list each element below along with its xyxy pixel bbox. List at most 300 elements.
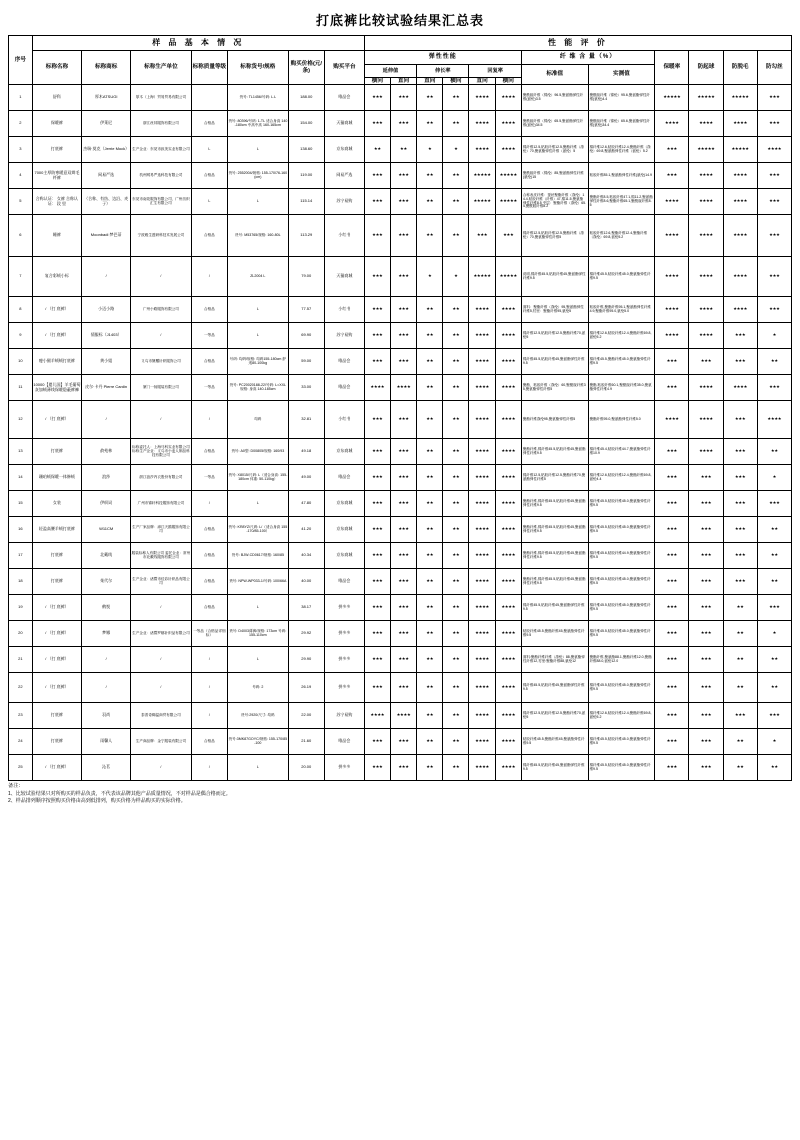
cell-stretch-horizontal: ★★★ bbox=[364, 189, 390, 215]
cell-recover-horizontal: ★★★★ bbox=[495, 439, 521, 465]
cell-recover-horizontal: ★★★★ bbox=[495, 137, 521, 163]
cell-recover-horizontal: ★★★★ bbox=[495, 569, 521, 595]
cell-defuzz: ★★ bbox=[723, 729, 757, 755]
cell-stretch-horizontal: ★★★ bbox=[364, 163, 390, 189]
cell-warm: ★★★ bbox=[655, 703, 689, 729]
cell-seq: 4 bbox=[9, 163, 33, 189]
cell-maker: 生产商品牌：金宁服装有限公司 bbox=[131, 729, 191, 755]
table-row bbox=[9, 595, 792, 621]
cell-name: 打底裤 bbox=[32, 439, 81, 465]
cell-brand: 小迈小路 bbox=[82, 297, 131, 323]
cell-recover-vertical: ★★★★ bbox=[469, 673, 495, 703]
cell-recover-vertical: ★★★★★ bbox=[469, 257, 495, 297]
cell-stretch-vertical: ★★★ bbox=[390, 647, 416, 673]
header-fiber: 纤 维 含 量（%） bbox=[521, 51, 654, 65]
cell-rate-vertical: ★★ bbox=[417, 111, 443, 137]
cell-seq: 3 bbox=[9, 137, 33, 163]
cell-recover-horizontal: ★★★★ bbox=[495, 517, 521, 543]
header-stretch: 延伸值 bbox=[364, 65, 416, 78]
cell-defuzz: ★★ bbox=[723, 621, 757, 647]
cell-seq: 5 bbox=[9, 189, 33, 215]
cell-rate-horizontal: ★★ bbox=[443, 85, 469, 111]
cell-seq: 10 bbox=[9, 349, 33, 375]
header-group-basic: 样 品 基 本 情 况 bbox=[32, 36, 364, 51]
cell-fiber-measured: 聚酰胺纤维（锦纶）65.6,聚氨酯弹性纤维(氨纶)34.4 bbox=[588, 111, 655, 137]
cell-snag: ★★ bbox=[757, 569, 791, 595]
cell-fiber-measured: 聚酯纤维,聚氨酯88.1,聚酯纤维12.0,聚酯纤维88.0,氨纶12.0 bbox=[588, 647, 655, 673]
cell-rate-horizontal: ★★ bbox=[443, 647, 469, 673]
cell-platform: 拼多多 bbox=[325, 673, 365, 703]
cell-pilling: ★★★ bbox=[689, 569, 723, 595]
cell-warm: ★★★ bbox=[655, 349, 689, 375]
cell-maker: 宁波雅生透研科技术发展公司 bbox=[131, 215, 191, 257]
cell-stretch-vertical: ★★★ bbox=[390, 257, 416, 297]
table-row bbox=[9, 349, 792, 375]
cell-pilling: ★★★ bbox=[689, 621, 723, 647]
cell-snag: ★★ bbox=[757, 349, 791, 375]
cell-price: 20.00 bbox=[288, 755, 325, 781]
cell-spec: 货号: PC20020188-22/号码: L=XXL 规格: 身高 140-185cm bbox=[228, 375, 288, 401]
cell-recover-vertical: ★★★★ bbox=[469, 543, 495, 569]
cell-pilling: ★★★★ bbox=[689, 375, 723, 401]
cell-fiber-measured: 棉纤维12.6,粘胶纤维12.4,聚酯纤维69.8,氨纶5.2 bbox=[588, 323, 655, 349]
cell-fiber-standard: 聚酯纤维,棉纤维45.5,粘胶纤维45,聚氨酯弹性纤维9.5 bbox=[521, 491, 588, 517]
cell-fiber-measured: 棉纤维45.5,粘胶纤维45.0,聚氨酯弹性纤维9.5 bbox=[588, 517, 655, 543]
cell-recover-vertical: ★★★★ bbox=[469, 491, 495, 517]
cell-rate-horizontal: ★★ bbox=[443, 323, 469, 349]
table-row bbox=[9, 703, 792, 729]
cell-platform: 唯品会 bbox=[325, 729, 365, 755]
cell-stretch-horizontal: ★★★ bbox=[364, 465, 390, 491]
cell-stretch-horizontal: ★★★ bbox=[364, 569, 390, 595]
cell-pilling: ★★★ bbox=[689, 491, 723, 517]
cell-platform: 苏宁易购 bbox=[325, 703, 365, 729]
cell-rate-vertical: ★★ bbox=[417, 647, 443, 673]
cell-price: 69.90 bbox=[288, 323, 325, 349]
cell-pilling: ★★★★ bbox=[689, 163, 723, 189]
cell-brand: 网易严选 bbox=[82, 163, 131, 189]
cell-fiber-measured: 棉纤维45.4,粘胶纤维44.7,聚氨酯弹性纤维10.9 bbox=[588, 439, 655, 465]
header-quality: 标称质量等级 bbox=[191, 51, 228, 85]
cell-price: 22.00 bbox=[288, 703, 325, 729]
cell-seq: 1 bbox=[9, 85, 33, 111]
cell-seq: 12 bbox=[9, 401, 33, 439]
cell-quality: 合格品 bbox=[191, 215, 228, 257]
cell-price: 49.00 bbox=[288, 465, 325, 491]
cell-recover-horizontal: ★★★★ bbox=[495, 543, 521, 569]
cell-spec: L bbox=[228, 297, 288, 323]
cell-seq: 25 bbox=[9, 755, 33, 781]
cell-name: 打底裤 bbox=[32, 569, 81, 595]
cell-maker: 广州市锦轩科技服饰有限公司 bbox=[131, 491, 191, 517]
cell-name: / （打 底裤） bbox=[32, 323, 81, 349]
cell-rate-vertical: ★★ bbox=[417, 491, 443, 517]
cell-brand: Moonbadi 梦巴蒂 bbox=[82, 215, 131, 257]
table-header bbox=[9, 36, 792, 85]
header-stretch-horizontal: 横向 bbox=[364, 78, 390, 85]
cell-snag: ★★ bbox=[757, 673, 791, 703]
cell-recover-horizontal: ★★★★★ bbox=[495, 163, 521, 189]
header-name: 标称名称 bbox=[32, 51, 81, 85]
table-row bbox=[9, 323, 792, 349]
cell-stretch-horizontal: ★★★★ bbox=[364, 375, 390, 401]
cell-snag: ★ bbox=[757, 729, 791, 755]
results-table bbox=[8, 35, 792, 781]
cell-spec: 货号: TL1456/号码: L.L bbox=[228, 85, 288, 111]
cell-fiber-measured: 棉纤维45.5,粘胶纤维45.0,聚氨酯弹性纤维9.5 bbox=[588, 257, 655, 297]
header-snag: 防勾丝 bbox=[757, 51, 791, 85]
cell-warm: ★★★★★ bbox=[655, 85, 689, 111]
cell-warm: ★★★ bbox=[655, 621, 689, 647]
cell-defuzz: ★★★★★ bbox=[723, 137, 757, 163]
cell-price: 188.00 bbox=[288, 85, 325, 111]
cell-fiber-standard: 聚酯，粘胶纤维（涤纶）60,聚酰胺纤维35,聚氨酯弹性纤维5 bbox=[521, 375, 588, 401]
cell-price: 119.00 bbox=[288, 163, 325, 189]
cell-stretch-horizontal: ★★★★ bbox=[364, 703, 390, 729]
header-platform: 购买平台 bbox=[325, 51, 365, 85]
cell-stretch-horizontal: ★★★ bbox=[364, 729, 390, 755]
cell-platform: 苏宁易购 bbox=[325, 189, 365, 215]
cell-snag: ★★★ bbox=[757, 703, 791, 729]
cell-rate-horizontal: ★★ bbox=[443, 517, 469, 543]
cell-fiber-standard: 棉纤维12.5,粘胶纤维12.5,聚酯纤维70,氨纶5 bbox=[521, 703, 588, 729]
cell-fiber-measured: 棉纤维45.5,粘胶纤维45.0,聚氨酯弹性纤维9.5 bbox=[588, 569, 655, 595]
cell-pilling: ★★★ bbox=[689, 647, 723, 673]
table-row bbox=[9, 517, 792, 543]
cell-warm: ★★★ bbox=[655, 517, 689, 543]
cell-stretch-vertical: ★★★ bbox=[390, 439, 416, 465]
cell-recover-horizontal: ★★★★ bbox=[495, 729, 521, 755]
cell-rate-vertical: ★★ bbox=[417, 517, 443, 543]
cell-recover-horizontal: ★★★★ bbox=[495, 401, 521, 439]
cell-seq: 13 bbox=[9, 439, 33, 465]
cell-recover-horizontal: ★★★★ bbox=[495, 595, 521, 621]
cell-defuzz: ★★★ bbox=[723, 703, 757, 729]
cell-spec: 货号:2920/尺寸: 均码 bbox=[228, 703, 288, 729]
cell-spec: 货号: X8015/尺码: L（适合身高: 155-180cm 体重: 50-110kg） bbox=[228, 465, 288, 491]
cell-stretch-horizontal: ★★★ bbox=[364, 297, 390, 323]
header-seq: 序号 bbox=[9, 36, 33, 85]
cell-stretch-vertical: ★★★ bbox=[390, 595, 416, 621]
cell-pilling: ★★★★ bbox=[689, 439, 723, 465]
header-stretch-rate: 伸长率 bbox=[417, 65, 469, 78]
cell-warm: ★★★ bbox=[655, 569, 689, 595]
cell-price: 115.14 bbox=[288, 189, 325, 215]
cell-seq: 19 bbox=[9, 595, 33, 621]
cell-brand: W11CM bbox=[82, 517, 131, 543]
cell-stretch-vertical: ★★★ bbox=[390, 401, 416, 439]
cell-recover-horizontal: ★★★★ bbox=[495, 647, 521, 673]
cell-rate-vertical: ★★ bbox=[417, 465, 443, 491]
cell-defuzz: ★★★★ bbox=[723, 215, 757, 257]
cell-brand: 鹤悦 bbox=[82, 595, 131, 621]
cell-brand: 浪莎 bbox=[82, 465, 131, 491]
cell-brand: 梦娜 bbox=[82, 621, 131, 647]
cell-pilling: ★★★★ bbox=[689, 189, 723, 215]
cell-snag: ★ bbox=[757, 465, 791, 491]
cell-stretch-horizontal: ★★★ bbox=[364, 257, 390, 297]
cell-spec: 货号: KR8YZ/尺码: L/（适合身高 155-170/85-100） bbox=[228, 517, 288, 543]
table-row bbox=[9, 569, 792, 595]
cell-name: 打底裤 bbox=[32, 137, 81, 163]
cell-stretch-vertical: ★★★ bbox=[390, 465, 416, 491]
cell-maker: / bbox=[131, 673, 191, 703]
cell-stretch-vertical: ★★★ bbox=[390, 85, 416, 111]
cell-rate-horizontal: ★★ bbox=[443, 215, 469, 257]
cell-warm: ★★★★ bbox=[655, 297, 689, 323]
cell-fiber-measured: 棉纤维45.5,粘胶纤维45.0,聚氨酯弹性纤维9.5 bbox=[588, 595, 655, 621]
cell-price: 38.17 bbox=[288, 595, 325, 621]
cell-rate-vertical: ★★ bbox=[417, 621, 443, 647]
cell-rate-horizontal: ★★ bbox=[443, 543, 469, 569]
cell-warm: ★★★★ bbox=[655, 215, 689, 257]
cell-rate-horizontal: ★★ bbox=[443, 621, 469, 647]
cell-platform: 小红书 bbox=[325, 401, 365, 439]
cell-price: 21.60 bbox=[288, 729, 325, 755]
cell-price: 154.00 bbox=[288, 111, 325, 137]
cell-defuzz: ★★★ bbox=[723, 517, 757, 543]
cell-rate-horizontal: ★★ bbox=[443, 491, 469, 517]
cell-price: 33.00 bbox=[288, 375, 325, 401]
cell-platform: 拼多多 bbox=[325, 621, 365, 647]
cell-fiber-standard: 棉纤维12.5,粘胶纤维12.5,聚酯纤维70,聚氨酯弹性纤维5 bbox=[521, 465, 588, 491]
header-stretch-vertical: 直向 bbox=[390, 78, 416, 85]
cell-maker: 厚木（上海）贸易贸易有限公司 bbox=[131, 85, 191, 111]
cell-price: 41.20 bbox=[288, 517, 325, 543]
cell-fiber-standard: 面料：聚酯纤维（涤纶）95,聚氨酯弹性纤维5,衬里：聚酯纤维95,氨纶5 bbox=[521, 297, 588, 323]
notes-label: 备注： bbox=[8, 783, 24, 790]
cell-spec: L bbox=[228, 323, 288, 349]
cell-fiber-standard: 聚酯纤维,棉纤维45.5,粘胶纤维45,聚氨酯弹性纤维9.5 bbox=[521, 543, 588, 569]
note-line: 1、比较试验结果只对所购买的样品负责，不代表该品牌其他产品质量情况，不对样品是偶合格而定。 bbox=[8, 790, 231, 797]
cell-seq: 20 bbox=[9, 621, 33, 647]
cell-spec: 货号: BJW-CD0617/规格: 160/85 bbox=[228, 543, 288, 569]
cell-maker: 东莞市南莞服饰有限公司、广州纺织汇生有限公司 bbox=[131, 189, 191, 215]
cell-stretch-horizontal: ★★★ bbox=[364, 621, 390, 647]
cell-rate-vertical: ★ bbox=[417, 137, 443, 163]
cell-maker: 广州小路服饰有限公司 bbox=[131, 297, 191, 323]
cell-warm: ★★★★ bbox=[655, 323, 689, 349]
cell-spec: 货号: NPW-WP033-1/号码: 100/66A bbox=[228, 569, 288, 595]
cell-quality: / bbox=[191, 257, 228, 297]
cell-fiber-measured: 棉纤维45.5,粘胶纤维45.0,聚氨酯弹性纤维9.5 bbox=[588, 673, 655, 703]
cell-recover-vertical: ★★★★ bbox=[469, 323, 495, 349]
cell-stretch-vertical: ★★★ bbox=[390, 621, 416, 647]
cell-platform: 京东商城 bbox=[325, 491, 365, 517]
cell-defuzz: ★★★★ bbox=[723, 189, 757, 215]
cell-name: 睡裤 bbox=[32, 215, 81, 257]
cell-quality: 合格品 bbox=[191, 111, 228, 137]
cell-spec: 货号: 2552004/规格: 155-170/76-160(cm) bbox=[228, 163, 288, 189]
cell-spec: L bbox=[228, 189, 288, 215]
cell-pilling: ★★★★ bbox=[689, 297, 723, 323]
cell-stretch-vertical: ★★★★ bbox=[390, 703, 416, 729]
cell-stretch-horizontal: ★★★ bbox=[364, 491, 390, 517]
cell-spec: L bbox=[228, 755, 288, 781]
cell-rate-vertical: ★★ bbox=[417, 729, 443, 755]
header-price: 购买价格(元/条) bbox=[288, 51, 325, 85]
cell-maker: 浙江丝邦服饰有限公司 bbox=[131, 111, 191, 137]
table-row bbox=[9, 163, 792, 189]
cell-name: / （打 底裤） bbox=[32, 673, 81, 703]
cell-fiber-measured: 棉纤维45.5,粘胶纤维45.0,聚氨酯弹性纤维9.5 bbox=[588, 729, 655, 755]
cell-fiber-measured: 粘胶纤维85.1,聚氨酯弹性纤维(氨纶)14.9 bbox=[588, 163, 655, 189]
cell-stretch-horizontal: ★★★ bbox=[364, 111, 390, 137]
cell-stretch-vertical: ★★★ bbox=[390, 189, 416, 215]
cell-stretch-horizontal: ★★★ bbox=[364, 673, 390, 703]
header-defuzz: 防脱毛 bbox=[723, 51, 757, 85]
cell-warm: ★★★ bbox=[655, 465, 689, 491]
cell-seq: 15 bbox=[9, 491, 33, 517]
cell-stretch-vertical: ★★★ bbox=[390, 569, 416, 595]
cell-platform: 天猫商城 bbox=[325, 111, 365, 137]
cell-recover-vertical: ★★★★ bbox=[469, 703, 495, 729]
cell-quality: / bbox=[191, 673, 228, 703]
cell-recover-horizontal: ★★★★ bbox=[495, 465, 521, 491]
cell-quality: 一等品（合格品详细标） bbox=[191, 621, 228, 647]
table-row bbox=[9, 465, 792, 491]
header-rate-horizontal: 横向 bbox=[443, 78, 469, 85]
cell-recover-vertical: ★★★ bbox=[469, 215, 495, 257]
cell-maker: / bbox=[131, 647, 191, 673]
cell-fiber-standard: 聚酰胺纤维（锦纶）96.5,聚氨酯弹性纤维(氨纶)3.5 bbox=[521, 85, 588, 111]
cell-fiber-standard: 聚酰胺纤维（锦纶）85,聚氨酯弹性纤维(氨纶)15 bbox=[521, 163, 588, 189]
cell-stretch-horizontal: ★★★ bbox=[364, 755, 390, 781]
cell-defuzz: ★★★★ bbox=[723, 163, 757, 189]
cell-name: 复合彩绒小标 bbox=[32, 257, 81, 297]
cell-recover-vertical: ★★★★★ bbox=[469, 189, 495, 215]
cell-rate-horizontal: ★★ bbox=[443, 163, 469, 189]
cell-rate-horizontal: ★★ bbox=[443, 595, 469, 621]
cell-stretch-vertical: ★★★ bbox=[390, 729, 416, 755]
cell-brand: / bbox=[82, 257, 131, 297]
cell-rate-horizontal: ★★ bbox=[443, 297, 469, 323]
cell-rate-horizontal: ★★ bbox=[443, 439, 469, 465]
cell-snag: ★★★ bbox=[757, 375, 791, 401]
cell-fiber-measured: 棉纤维12.6,粘胶纤维12.4,聚酯纤维69.8,氨纶4.4 bbox=[588, 465, 655, 491]
cell-platform: 唯品会 bbox=[325, 465, 365, 491]
cell-stretch-vertical: ★★★ bbox=[390, 491, 416, 517]
cell-pilling: ★★★★ bbox=[689, 111, 723, 137]
cell-recover-horizontal: ★★★★ bbox=[495, 111, 521, 137]
cell-platform: 京东商城 bbox=[325, 517, 365, 543]
cell-platform: 唯品会 bbox=[325, 349, 365, 375]
cell-platform: 京东商城 bbox=[325, 137, 365, 163]
cell-rate-horizontal: ★★ bbox=[443, 465, 469, 491]
table-row bbox=[9, 297, 792, 323]
table-row bbox=[9, 189, 792, 215]
cell-defuzz: ★★★ bbox=[723, 569, 757, 595]
cell-platform: 天猫商城 bbox=[325, 257, 365, 297]
cell-warm: ★★★ bbox=[655, 729, 689, 755]
cell-name: / （打 底裤） bbox=[32, 647, 81, 673]
cell-rate-horizontal: ★★ bbox=[443, 703, 469, 729]
cell-seq: 14 bbox=[9, 465, 33, 491]
cell-snag: ★ bbox=[757, 621, 791, 647]
cell-seq: 16 bbox=[9, 517, 33, 543]
cell-defuzz: ★★★★★ bbox=[723, 85, 757, 111]
cell-warm: ★★★ bbox=[655, 491, 689, 517]
cell-defuzz: ★★★ bbox=[723, 465, 757, 491]
cell-maker: 生产企业：诸暨罗娜针织品有限公司 bbox=[131, 621, 191, 647]
cell-rate-vertical: ★★ bbox=[417, 297, 443, 323]
cell-fiber-measured: 粘胶纤维,聚酯纤维95.1,聚氨酯弹性纤维4.9,聚酯纤维95.0,氨纶5.0 bbox=[588, 297, 655, 323]
cell-fiber-standard: 聚酯纤维涤纶95,聚氨酯弹性纤维5 bbox=[521, 401, 588, 439]
cell-fiber-standard: 棉纤维12.5,粘胶纤维12.5,聚酯纤维（涤纶）70,聚氨酯弹性纤维5 bbox=[521, 215, 588, 257]
cell-rate-vertical: ★★ bbox=[417, 569, 443, 595]
cell-fiber-standard: 棉纤维12.5,粘胶纤维12.5,聚酯纤维（涤纶）70,聚氨酯弹性纤维（氨纶）5 bbox=[521, 137, 588, 163]
note-line: 2、样品排列顺序按照购买价格由高到低排列，购买价格为样品购买的实际价格。 bbox=[8, 798, 186, 805]
cell-platform: 网易严选 bbox=[325, 163, 365, 189]
cell-pilling: ★★★ bbox=[689, 517, 723, 543]
table-row bbox=[9, 621, 792, 647]
cell-stretch-vertical: ★★★ bbox=[390, 163, 416, 189]
cell-name: 打底裤 bbox=[32, 543, 81, 569]
cell-fiber-measured: 棉纤维45.5,粘胶纤维45.0,聚氨酯弹性纤维9.5 bbox=[588, 491, 655, 517]
cell-fiber-standard: 合称表皮纤维：蚕丝聚酯纤维（涤纶）14.4,粘胶纤维（纤维）47,棉11.5,聚氨酯弹性纤维8.5 夹层：聚酯纤维（涤纶）65.4,聚酰胺纤维8.2 bbox=[521, 189, 588, 215]
cell-defuzz: ★★★ bbox=[723, 543, 757, 569]
cell-fiber-measured: 粘胶纤维12.6,聚酯纤维12.4,聚酯纤维（涤纶）69.8,氨纶5.2 bbox=[588, 215, 655, 257]
cell-maker: 生产企业：东莞市致美实业有限公司 bbox=[131, 137, 191, 163]
cell-warm: ★★★★ bbox=[655, 111, 689, 137]
cell-quality: 一等品 bbox=[191, 375, 228, 401]
header-spec: 标称货号/规格 bbox=[228, 51, 288, 85]
cell-maker: 生产企业：诸暨市佳彩针织品有限公司 bbox=[131, 569, 191, 595]
cell-quality: 合格品 bbox=[191, 517, 228, 543]
cell-seq: 8 bbox=[9, 297, 33, 323]
cell-snag: ★★ bbox=[757, 755, 791, 781]
cell-recover-horizontal: ★★★★ bbox=[495, 755, 521, 781]
cell-recover-vertical: ★★★★ bbox=[469, 647, 495, 673]
cell-brand: 伊织词 bbox=[82, 491, 131, 517]
cell-stretch-vertical: ★★★ bbox=[390, 755, 416, 781]
cell-maker: 标称委托人：上海马科实业有限公司 标称生产企业：义乌市小麦人制品科技有限公司 bbox=[131, 439, 191, 465]
cell-platform: 拼多多 bbox=[325, 755, 365, 781]
cell-defuzz: ★★ bbox=[723, 647, 757, 673]
cell-rate-vertical: ★★ bbox=[417, 375, 443, 401]
cell-recover-horizontal: ★★★★ bbox=[495, 491, 521, 517]
cell-quality: 合格品 bbox=[191, 543, 228, 569]
cell-warm: ★★★ bbox=[655, 647, 689, 673]
cell-recover-horizontal: ★★★★ bbox=[495, 375, 521, 401]
cell-price: 49.18 bbox=[288, 439, 325, 465]
cell-fiber-standard: 粘胶纤维45.5,聚酯纤维45,聚氨酯弹性纤维9.5 bbox=[521, 729, 588, 755]
cell-seq: 21 bbox=[9, 647, 33, 673]
cell-quality: / bbox=[191, 703, 228, 729]
cell-defuzz: ★★★★ bbox=[723, 375, 757, 401]
cell-snag: ★★ bbox=[757, 517, 791, 543]
cell-seq: 23 bbox=[9, 703, 33, 729]
cell-rate-vertical: ★★ bbox=[417, 755, 443, 781]
cell-snag: ★★★ bbox=[757, 111, 791, 137]
cell-snag: ★★★ bbox=[757, 297, 791, 323]
cell-stretch-vertical: ★★★★ bbox=[390, 375, 416, 401]
cell-pilling: ★★★★ bbox=[689, 401, 723, 439]
cell-rate-vertical: ★★ bbox=[417, 703, 443, 729]
cell-rate-vertical: ★★ bbox=[417, 215, 443, 257]
cell-price: 77.57 bbox=[288, 297, 325, 323]
table-row bbox=[9, 673, 792, 703]
cell-maker: 服装标称人有限公司 委托企业：常州市北戴线服饰有限公司 bbox=[131, 543, 191, 569]
cell-name: 7000主厚防寒暖意双辫毛纤裤 bbox=[32, 163, 81, 189]
cell-fiber-standard: 棉纤维45.5,粘胶纤维45,聚氨酯弹性纤维9.5 bbox=[521, 595, 588, 621]
cell-quality: 合格品 bbox=[191, 729, 228, 755]
cell-warm: ★★★ bbox=[655, 595, 689, 621]
cell-recover-horizontal: ★★★★ bbox=[495, 323, 521, 349]
cell-rate-horizontal: ★★ bbox=[443, 569, 469, 595]
cell-warm: ★★★ bbox=[655, 439, 689, 465]
cell-fiber-standard: 棉纤维12.5,粘胶纤维12.5,聚酯纤维70,氨纶5 bbox=[521, 323, 588, 349]
